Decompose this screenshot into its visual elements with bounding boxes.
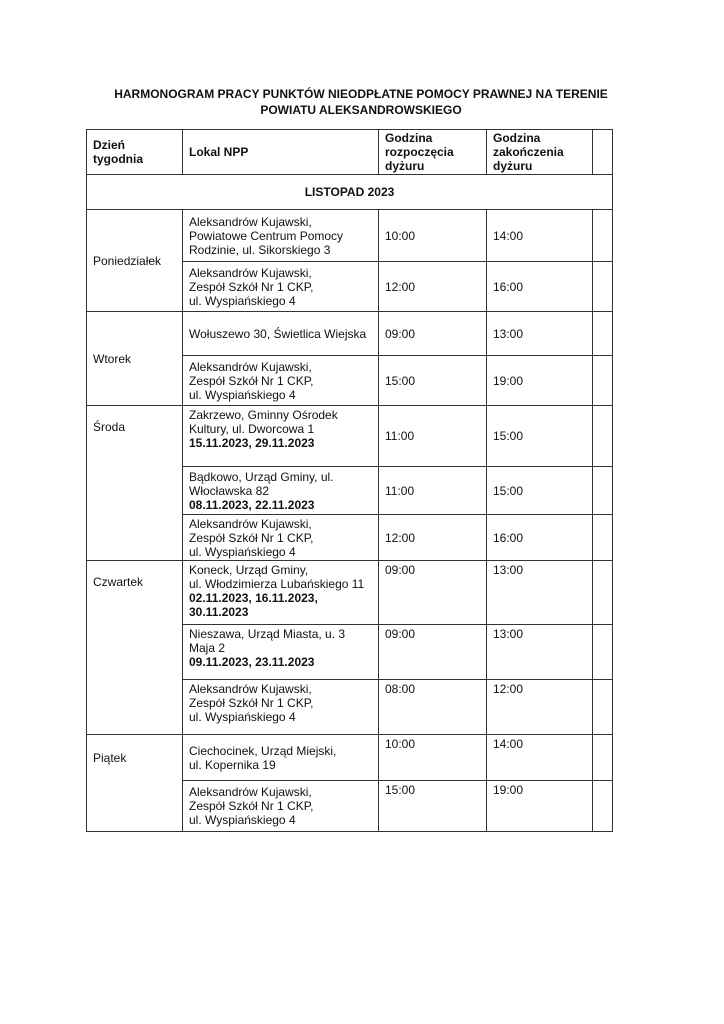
end-time: 13:00	[487, 312, 593, 356]
start-time: 10:00	[379, 735, 487, 781]
start-time: 09:00	[379, 561, 487, 625]
venue-cell: Ciechocinek, Urząd Miejski, ul. Kopernika 19	[183, 735, 379, 781]
venue-cell: Zakrzewo, Gminny Ośrodek Kultury, ul. Dworcowa 1 15.11.2023, 29.11.2023	[183, 406, 379, 467]
start-time: 08:00	[379, 680, 487, 735]
start-time: 10:00	[379, 210, 487, 262]
end-time: 16:00	[487, 515, 593, 561]
venue-cell: Aleksandrów Kujawski, Powiatowe Centrum Pomocy Rodzinie, ul. Sikorskiego 3	[183, 210, 379, 262]
extra-cell	[593, 312, 613, 356]
extra-cell	[593, 625, 613, 680]
venue-cell: Bądkowo, Urząd Gminy, ul. Włocławska 82 08.11.2023, 22.11.2023	[183, 467, 379, 515]
venue-cell: Nieszawa, Urząd Miasta, u. 3 Maja 2 09.11.2023, 23.11.2023	[183, 625, 379, 680]
start-time: 15:00	[379, 781, 487, 832]
end-time: 14:00	[487, 735, 593, 781]
table-row	[87, 210, 613, 262]
venue-cell: Koneck, Urząd Gminy, ul. Włodzimierza Lubańskiego 11 02.11.2023, 16.11.2023, 30.11.2023	[183, 561, 379, 625]
extra-cell	[593, 680, 613, 735]
day-cell-friday: Piątek	[87, 735, 183, 832]
day-cell-monday: Poniedziałek	[87, 210, 183, 312]
end-time: 14:00	[487, 210, 593, 262]
extra-cell	[593, 735, 613, 781]
extra-cell	[593, 561, 613, 625]
day-cell-thursday: Czwartek	[87, 561, 183, 735]
table-row	[87, 735, 613, 781]
extra-cell	[593, 406, 613, 467]
end-time: 15:00	[487, 467, 593, 515]
extra-cell	[593, 262, 613, 312]
header-venue: Lokal NPP	[183, 130, 379, 175]
end-time: 13:00	[487, 561, 593, 625]
start-time: 12:00	[379, 262, 487, 312]
schedule-table	[86, 129, 613, 832]
title-line-2: POWIATU ALEKSANDROWSKIEGO	[260, 103, 462, 117]
start-time: 12:00	[379, 515, 487, 561]
header-row	[87, 130, 613, 175]
start-time: 11:00	[379, 467, 487, 515]
title-line-1: HARMONOGRAM PRACY PUNKTÓW NIEODPŁATNE POMOCY PRAWNEJ NA TERENIE	[114, 87, 608, 101]
end-time: 16:00	[487, 262, 593, 312]
table-row	[87, 406, 613, 467]
end-time: 19:00	[487, 356, 593, 406]
venue-cell: Aleksandrów Kujawski, Zespół Szkół Nr 1 CKP, ul. Wyspiańskiego 4	[183, 356, 379, 406]
month-row	[87, 175, 613, 210]
venue-cell: Aleksandrów Kujawski, Zespół Szkół Nr 1 CKP, ul. Wyspiańskiego 4	[183, 680, 379, 735]
start-time: 11:00	[379, 406, 487, 467]
end-time: 15:00	[487, 406, 593, 467]
extra-cell	[593, 467, 613, 515]
month-label: LISTOPAD 2023	[87, 175, 613, 210]
venue-cell: Aleksandrów Kujawski, Zespół Szkół Nr 1 CKP, ul. Wyspiańskiego 4	[183, 262, 379, 312]
end-time: 12:00	[487, 680, 593, 735]
header-start: Godzina rozpoczęcia dyżuru	[379, 130, 487, 175]
venue-cell: Aleksandrów Kujawski, Zespół Szkół Nr 1 CKP, ul. Wyspiańskiego 4	[183, 515, 379, 561]
venue-cell: Aleksandrów Kujawski, Zespół Szkół Nr 1 CKP, ul. Wyspiańskiego 4	[183, 781, 379, 832]
day-cell-wednesday: Środa	[87, 406, 183, 561]
start-time: 09:00	[379, 312, 487, 356]
end-time: 19:00	[487, 781, 593, 832]
extra-cell	[593, 515, 613, 561]
extra-cell	[593, 210, 613, 262]
header-end: Godzina zakończenia dyżuru	[487, 130, 593, 175]
start-time: 15:00	[379, 356, 487, 406]
venue-cell: Wołuszewo 30, Świetlica Wiejska	[183, 312, 379, 356]
end-time: 13:00	[487, 625, 593, 680]
start-time: 09:00	[379, 625, 487, 680]
extra-cell	[593, 356, 613, 406]
header-extra	[593, 130, 613, 175]
day-cell-tuesday: Wtorek	[87, 312, 183, 406]
extra-cell	[593, 781, 613, 832]
table-row	[87, 561, 613, 625]
header-day: Dzień tygodnia	[87, 130, 183, 175]
table-row	[87, 312, 613, 356]
document-title	[86, 86, 636, 118]
